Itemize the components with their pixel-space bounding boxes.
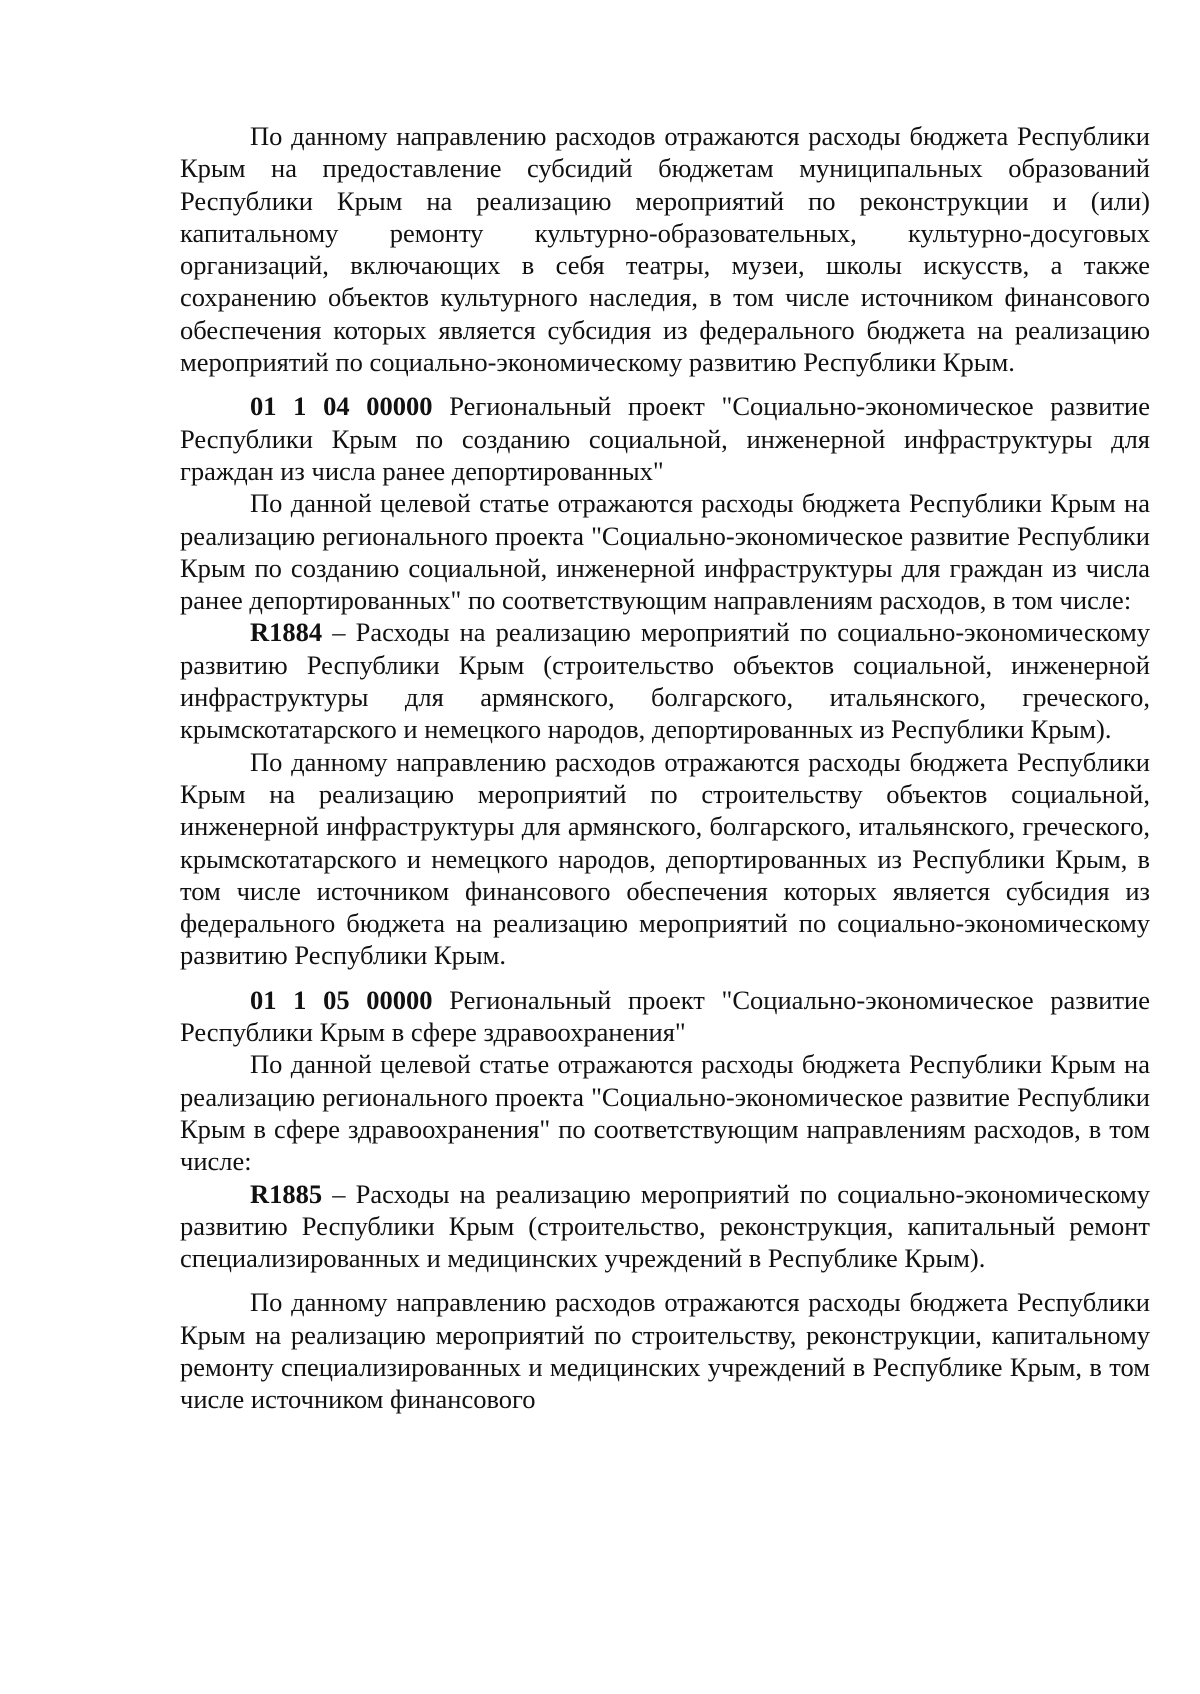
target-article-code: 01 1 04 00000 xyxy=(250,391,433,422)
paragraph-section-01-1-05-description: По данной целевой статье отражаются расходы бюджета Республики Крым на реализацию регионального проекта "Социально-экономическое развитие Республики Крым в сфере здравоохранения" по соответствующим направлениям расходов, в том числе: xyxy=(180,1049,1150,1177)
expense-direction-text: Расходы на реализацию мероприятий по социально-экономическому развитию Республики Крым (строительство объектов социальной, инженерной инфраструктуры для армянского, болгарского, итальянского, греческого, крымскотатарского и немецкого народов, депортированных из Республики Крым). xyxy=(180,617,1151,745)
target-article-title: Региональный проект "Социально-экономическое развитие Республики Крым по созданию социальной, инженерной инфраструктуры для граждан из числа ранее депортированных" xyxy=(180,391,1150,486)
section-heading-01-1-04 xyxy=(180,390,1150,487)
expense-direction-text: Расходы на реализацию мероприятий по социально-экономическому развитию Республики Крым (строительство, реконструкция, капитальный ремонт специализированных и медицинских учреждений в Республике Крым). xyxy=(180,1178,1151,1274)
expense-direction-dash: – xyxy=(332,617,346,648)
expense-direction-r1885 xyxy=(180,1178,1150,1275)
paragraph-r1885-description: По данному направлению расходов отражаются расходы бюджета Республики Крым на реализацию мероприятий по строительству, реконструкции, капитальному ремонту специализированных и медицинских учреждений в Республике Крым, в том числе источником финансового xyxy=(180,1287,1150,1415)
expense-direction-r1884 xyxy=(180,616,1150,745)
target-article-code: 01 1 05 00000 xyxy=(250,984,433,1015)
paragraph-culture-subsidy-description: По данному направлению расходов отражаются расходы бюджета Республики Крым на предоставление субсидий бюджетам муниципальных образований Республики Крым на реализацию мероприятий по реконструкции и (или) капитальному ремонту культурно-образовательных, культурно-досуговых организаций, включающих в себя театры, музеи, школы искусств, а также сохранению объектов культурного наследия, в том числе источником финансового обеспечения которых является субсидия из федерального бюджета на реализацию мероприятий по социально-экономическому развитию Республики Крым. xyxy=(180,121,1150,378)
paragraph-r1884-description: По данному направлению расходов отражаются расходы бюджета Республики Крым на реализацию мероприятий по строительству объектов социальной, инженерной инфраструктуры для армянского, болгарского, итальянского, греческого, крымскотатарского и немецкого народов, депортированных из Республики Крым, в том числе источником финансового обеспечения которых является субсидия из федерального бюджета на реализацию мероприятий по социально-экономическому развитию Республики Крым. xyxy=(180,746,1150,971)
document-page xyxy=(180,120,1150,1416)
target-article-title: Региональный проект "Социально-экономическое развитие Республики Крым в сфере здравоохранения" xyxy=(180,984,1150,1048)
paragraph-section-01-1-04-description: По данной целевой статье отражаются расходы бюджета Республики Крым на реализацию регионального проекта "Социально-экономическое развитие Республики Крым по созданию социальной, инженерной инфраструктуры для граждан из числа ранее депортированных" по соответствующим направлениям расходов, в том числе: xyxy=(180,488,1150,616)
expense-direction-code: R1884 xyxy=(250,617,323,648)
section-heading-01-1-05 xyxy=(180,984,1150,1049)
expense-direction-dash: – xyxy=(332,1178,346,1209)
expense-direction-code: R1885 xyxy=(250,1178,323,1209)
